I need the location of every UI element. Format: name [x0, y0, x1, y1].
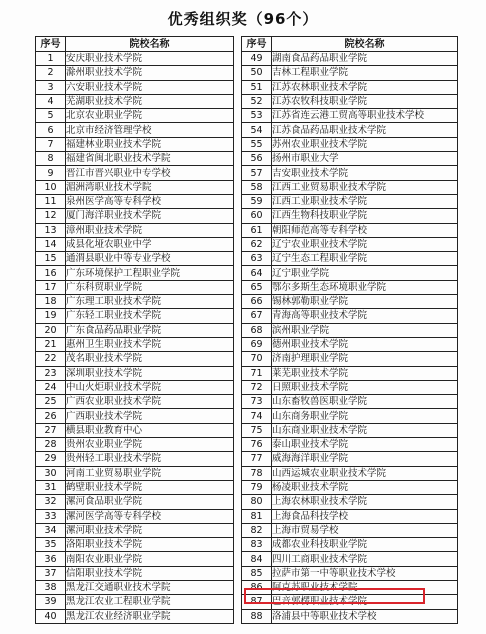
row-number: 55 — [242, 137, 272, 151]
table-row — [36, 180, 234, 194]
table-row — [242, 366, 458, 380]
row-number: 25 — [36, 395, 66, 409]
school-name: 广东食品药品职业学院 — [66, 323, 234, 337]
column-header-no: 序号 — [36, 37, 66, 52]
school-name: 福建林业职业技术学院 — [66, 137, 234, 151]
table-row — [36, 252, 234, 266]
row-number: 23 — [36, 366, 66, 380]
table-row — [36, 295, 234, 309]
table-row — [242, 80, 458, 94]
row-number: 30 — [36, 466, 66, 480]
table-row — [242, 595, 458, 609]
row-number: 37 — [36, 566, 66, 580]
school-name: 贵州农业职业学院 — [66, 438, 234, 452]
row-number: 6 — [36, 123, 66, 137]
school-name: 上海农林职业技术学院 — [272, 495, 458, 509]
table-row — [242, 337, 458, 351]
table-row — [242, 66, 458, 80]
school-name: 晋江市晋兴职业中专学校 — [66, 166, 234, 180]
school-name: 上海市贸易学校 — [272, 523, 458, 537]
table-header-row — [36, 37, 234, 52]
school-name: 滁州职业技术学院 — [66, 66, 234, 80]
table-row — [242, 180, 458, 194]
table-row — [36, 137, 234, 151]
table-row — [36, 52, 234, 66]
school-name: 北京市经济管理学校 — [66, 123, 234, 137]
school-name: 洛阳职业技术学院 — [66, 538, 234, 552]
table-row — [36, 237, 234, 251]
row-number: 56 — [242, 152, 272, 166]
school-name: 中山火炬职业技术学院 — [66, 380, 234, 394]
school-name: 成都农业科技职业学院 — [272, 538, 458, 552]
table-row — [36, 509, 234, 523]
table-row — [36, 80, 234, 94]
table-row — [242, 137, 458, 151]
row-number: 22 — [36, 352, 66, 366]
school-name: 横县职业教育中心 — [66, 423, 234, 437]
row-number: 18 — [36, 295, 66, 309]
row-number: 52 — [242, 94, 272, 108]
school-name: 泰山职业技术学院 — [272, 438, 458, 452]
row-number: 49 — [242, 52, 272, 66]
table-row — [242, 52, 458, 66]
row-number: 26 — [36, 409, 66, 423]
school-name: 深圳职业技术学院 — [66, 366, 234, 380]
row-number: 57 — [242, 166, 272, 180]
school-name: 广东轻工职业技术学院 — [66, 309, 234, 323]
row-number: 24 — [36, 380, 66, 394]
school-name: 青海高等职业技术学院 — [272, 309, 458, 323]
school-name: 江苏省连云港工贸高等职业技术学校 — [272, 109, 458, 123]
table-row — [242, 123, 458, 137]
table-row — [36, 266, 234, 280]
row-number: 69 — [242, 337, 272, 351]
row-number: 17 — [36, 280, 66, 294]
row-number: 40 — [36, 609, 66, 623]
row-number: 51 — [242, 80, 272, 94]
table-row — [242, 438, 458, 452]
table-row — [242, 166, 458, 180]
table-row — [242, 295, 458, 309]
row-number: 11 — [36, 194, 66, 208]
row-number: 14 — [36, 237, 66, 251]
table-row — [242, 323, 458, 337]
table-row — [36, 480, 234, 494]
row-number: 58 — [242, 180, 272, 194]
table-row — [242, 452, 458, 466]
table-row — [36, 223, 234, 237]
school-name: 辽宁职业学院 — [272, 266, 458, 280]
school-name: 苏州农业职业技术学院 — [272, 137, 458, 151]
row-number: 61 — [242, 223, 272, 237]
school-name: 漯河医学高等专科学校 — [66, 509, 234, 523]
row-number: 62 — [242, 237, 272, 251]
school-name: 洛浦县中等职业技术学校 — [272, 609, 458, 623]
school-name: 拉萨市第一中等职业技术学校 — [272, 566, 458, 580]
row-number: 8 — [36, 152, 66, 166]
school-name: 莱芜职业技术学院 — [272, 366, 458, 380]
table-row — [242, 466, 458, 480]
row-number: 36 — [36, 552, 66, 566]
row-number: 32 — [36, 495, 66, 509]
table-row — [36, 337, 234, 351]
row-number: 72 — [242, 380, 272, 394]
table-row — [242, 580, 458, 594]
table-row — [36, 566, 234, 580]
row-number: 71 — [242, 366, 272, 380]
table-row — [242, 395, 458, 409]
row-number: 73 — [242, 395, 272, 409]
row-number: 34 — [36, 523, 66, 537]
table-row — [242, 480, 458, 494]
row-number: 78 — [242, 466, 272, 480]
table-row — [36, 395, 234, 409]
row-number: 59 — [242, 194, 272, 208]
table-row — [242, 266, 458, 280]
row-number: 83 — [242, 538, 272, 552]
school-name: 吉安职业技术学院 — [272, 166, 458, 180]
school-name: 信阳职业技术学院 — [66, 566, 234, 580]
row-number: 5 — [36, 109, 66, 123]
school-name: 鹤壁职业技术学院 — [66, 480, 234, 494]
school-name: 山东商务职业学院 — [272, 409, 458, 423]
table-row — [36, 366, 234, 380]
school-name: 黑龙江交通职业技术学院 — [66, 580, 234, 594]
school-name: 辽宁农业职业技术学院 — [272, 237, 458, 251]
school-name: 成县化垭农职业中学 — [66, 237, 234, 251]
table-row — [36, 152, 234, 166]
row-number: 70 — [242, 352, 272, 366]
school-name: 济南护理职业学院 — [272, 352, 458, 366]
row-number: 21 — [36, 337, 66, 351]
school-name: 黑龙江农业经济职业学院 — [66, 609, 234, 623]
row-number: 31 — [36, 480, 66, 494]
row-number: 3 — [36, 80, 66, 94]
school-name: 江苏农牧科技职业学院 — [272, 94, 458, 108]
row-number: 10 — [36, 180, 66, 194]
table-row — [242, 252, 458, 266]
school-name: 辽宁生态工程职业学院 — [272, 252, 458, 266]
school-name: 杨凌职业技术学院 — [272, 480, 458, 494]
row-number: 75 — [242, 423, 272, 437]
table-row — [242, 380, 458, 394]
table-row — [242, 495, 458, 509]
school-name: 江西生物科技职业学院 — [272, 209, 458, 223]
school-name: 茂名职业技术学院 — [66, 352, 234, 366]
table-row — [36, 409, 234, 423]
school-name: 山西运城农业职业技术学院 — [272, 466, 458, 480]
school-name: 山东商业职业技术学院 — [272, 423, 458, 437]
school-name: 南阳农业职业学院 — [66, 552, 234, 566]
school-name: 广东环境保护工程职业学院 — [66, 266, 234, 280]
row-number: 67 — [242, 309, 272, 323]
row-number: 27 — [36, 423, 66, 437]
school-name: 芜湖职业技术学院 — [66, 94, 234, 108]
school-name: 贵州轻工职业技术学院 — [66, 452, 234, 466]
row-number: 19 — [36, 309, 66, 323]
page-title: 优秀组织奖（96个） — [167, 10, 319, 28]
table-header-row — [242, 37, 458, 52]
school-name: 惠州卫生职业技术学院 — [66, 337, 234, 351]
school-name: 北京农业职业学院 — [66, 109, 234, 123]
school-name: 厦门海洋职业技术学院 — [66, 209, 234, 223]
table-row — [242, 94, 458, 108]
table-row — [36, 380, 234, 394]
school-name: 锡林郭勒职业学院 — [272, 295, 458, 309]
school-name: 江苏食品药品职业技术学院 — [272, 123, 458, 137]
table-row — [242, 509, 458, 523]
school-name: 江西工业贸易职业技术学院 — [272, 180, 458, 194]
row-number: 7 — [36, 137, 66, 151]
table-row — [36, 352, 234, 366]
row-number: 80 — [242, 495, 272, 509]
row-number: 4 — [36, 94, 66, 108]
school-name: 通渭县职业中等专业学校 — [66, 252, 234, 266]
award-table-left — [35, 36, 234, 624]
school-name: 威海海洋职业学院 — [272, 452, 458, 466]
table-row — [36, 595, 234, 609]
row-number: 77 — [242, 452, 272, 466]
row-number: 84 — [242, 552, 272, 566]
table-row — [36, 109, 234, 123]
school-name: 漳州职业技术学院 — [66, 223, 234, 237]
table-row — [242, 566, 458, 580]
school-name: 广西农业职业技术学院 — [66, 395, 234, 409]
school-name: 扬州市职业大学 — [272, 152, 458, 166]
school-name: 安庆职业技术学院 — [66, 52, 234, 66]
table-row — [242, 194, 458, 208]
table-row — [242, 309, 458, 323]
school-name: 河南工业贸易职业学院 — [66, 466, 234, 480]
row-number: 28 — [36, 438, 66, 452]
row-number: 54 — [242, 123, 272, 137]
row-number: 33 — [36, 509, 66, 523]
school-name: 黑龙江农业工程职业学院 — [66, 595, 234, 609]
row-number: 39 — [36, 595, 66, 609]
table-row — [242, 409, 458, 423]
school-name: 山东畜牧兽医职业学院 — [272, 395, 458, 409]
school-name: 六安职业技术学院 — [66, 80, 234, 94]
table-row — [242, 280, 458, 294]
table-row — [36, 323, 234, 337]
school-name: 广西职业技术学院 — [66, 409, 234, 423]
award-table-right — [241, 36, 458, 624]
table-row — [36, 209, 234, 223]
row-number: 88 — [242, 609, 272, 623]
school-name: 鄂尔多斯生态环境职业学院 — [272, 280, 458, 294]
table-row — [36, 609, 234, 623]
table-row — [36, 423, 234, 437]
table-row — [36, 280, 234, 294]
column-header-name: 院校名称 — [272, 37, 458, 52]
table-row — [36, 552, 234, 566]
school-name: 德州职业技术学院 — [272, 337, 458, 351]
table-row — [36, 466, 234, 480]
row-number: 87 — [242, 595, 272, 609]
school-name: 日照职业技术学院 — [272, 380, 458, 394]
table-row — [242, 552, 458, 566]
row-number: 15 — [36, 252, 66, 266]
row-number: 38 — [36, 580, 66, 594]
school-name: 广东科贸职业学院 — [66, 280, 234, 294]
table-row — [242, 223, 458, 237]
table-row — [36, 194, 234, 208]
school-name: 四川工商职业技术学院 — [272, 552, 458, 566]
table-row — [242, 352, 458, 366]
column-header-name: 院校名称 — [66, 37, 234, 52]
row-number: 81 — [242, 509, 272, 523]
table-row — [242, 209, 458, 223]
school-name: 阿克苏职业技术学院 — [272, 580, 458, 594]
row-number: 60 — [242, 209, 272, 223]
school-name: 广东理工职业技术学院 — [66, 295, 234, 309]
row-number: 2 — [36, 66, 66, 80]
row-number: 1 — [36, 52, 66, 66]
school-name: 巴音郭楞职业技术学院 — [272, 595, 458, 609]
row-number: 79 — [242, 480, 272, 494]
table-row — [242, 109, 458, 123]
table-row — [36, 452, 234, 466]
row-number: 76 — [242, 438, 272, 452]
table-row — [36, 523, 234, 537]
school-name: 朝阳师范高等专科学校 — [272, 223, 458, 237]
row-number: 53 — [242, 109, 272, 123]
school-name: 江苏农林职业技术学院 — [272, 80, 458, 94]
row-number: 12 — [36, 209, 66, 223]
table-row — [36, 580, 234, 594]
school-name: 漯河职业技术学院 — [66, 523, 234, 537]
column-header-no: 序号 — [242, 37, 272, 52]
table-row — [36, 66, 234, 80]
table-row — [36, 94, 234, 108]
table-row — [36, 166, 234, 180]
table-row — [242, 237, 458, 251]
row-number: 82 — [242, 523, 272, 537]
row-number: 35 — [36, 538, 66, 552]
table-row — [36, 438, 234, 452]
table-row — [242, 538, 458, 552]
row-number: 64 — [242, 266, 272, 280]
row-number: 86 — [242, 580, 272, 594]
school-name: 上海食品科技学校 — [272, 509, 458, 523]
row-number: 66 — [242, 295, 272, 309]
table-row — [242, 423, 458, 437]
table-row — [36, 538, 234, 552]
school-name: 滨州职业学院 — [272, 323, 458, 337]
school-name: 泉州医学高等专科学校 — [66, 194, 234, 208]
row-number: 85 — [242, 566, 272, 580]
table-row — [242, 609, 458, 623]
row-number: 74 — [242, 409, 272, 423]
school-name: 漯河食品职业学院 — [66, 495, 234, 509]
school-name: 吉林工程职业学院 — [272, 66, 458, 80]
table-row — [36, 123, 234, 137]
row-number: 65 — [242, 280, 272, 294]
school-name: 湄洲湾职业技术学院 — [66, 180, 234, 194]
row-number: 68 — [242, 323, 272, 337]
table-row — [242, 523, 458, 537]
school-name: 湖南食品药品职业学院 — [272, 52, 458, 66]
school-name: 江西工业职业技术学院 — [272, 194, 458, 208]
school-name: 福建省闽北职业技术学院 — [66, 152, 234, 166]
table-row — [242, 152, 458, 166]
row-number: 16 — [36, 266, 66, 280]
table-row — [36, 495, 234, 509]
row-number: 20 — [36, 323, 66, 337]
row-number: 29 — [36, 452, 66, 466]
row-number: 50 — [242, 66, 272, 80]
table-row — [36, 309, 234, 323]
row-number: 9 — [36, 166, 66, 180]
row-number: 13 — [36, 223, 66, 237]
row-number: 63 — [242, 252, 272, 266]
